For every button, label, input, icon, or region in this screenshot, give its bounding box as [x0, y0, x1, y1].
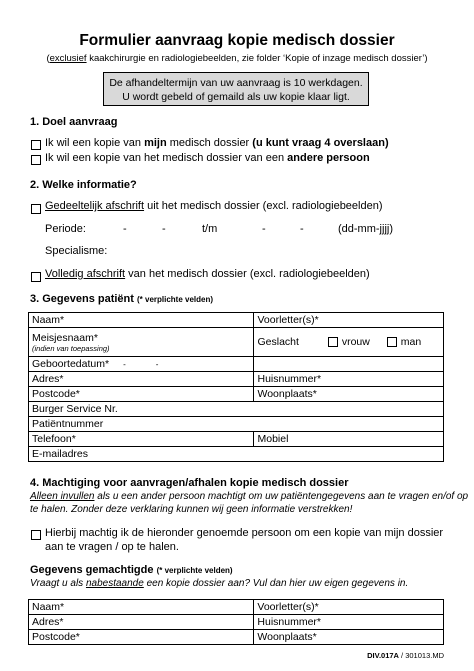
dob-right-empty — [254, 357, 444, 372]
notice-box — [103, 72, 369, 106]
patient-maiden-name-field[interactable]: Meisjesnaam* (indien van toepassing) — [29, 328, 254, 357]
table-row — [29, 600, 444, 615]
patient-mobile-field[interactable]: Mobiel — [254, 432, 444, 447]
patient-email-field[interactable]: E-mailadres — [29, 447, 444, 462]
authorized-postcode-field[interactable]: Postcode* — [29, 630, 254, 645]
full-copy-checkbox[interactable] — [31, 272, 41, 282]
document-code: DIV.017A / 301013.MD — [367, 651, 444, 660]
patient-initials-field[interactable]: Voorletter(s)* — [254, 313, 444, 328]
patient-housenumber-field[interactable]: Huisnummer* — [254, 372, 444, 387]
full-copy-label: Volledig afschrift van het medisch dossier (excl. radiologiebeelden) — [45, 268, 370, 280]
period-to-dash-2: - — [300, 223, 304, 235]
period-from-dash-1: - — [123, 223, 127, 235]
section-2-heading: 2. Welke informatie? — [30, 179, 137, 191]
period-to-dash-1: - — [262, 223, 266, 235]
period-label: Periode: — [45, 223, 86, 235]
patient-postcode-field[interactable]: Postcode* — [29, 387, 254, 402]
authorized-housenumber-field[interactable]: Huisnummer* — [254, 615, 444, 630]
partial-copy-checkbox[interactable] — [31, 204, 41, 214]
table-row — [29, 417, 444, 432]
table-row — [29, 402, 444, 417]
notice-line-2: U wordt gebeld of gemaild als uw kopie klaar ligt. — [122, 91, 350, 103]
maiden-name-note: (indien van toepassing) — [32, 343, 110, 353]
specialism-label: Specialisme: — [45, 245, 108, 257]
patient-phone-field[interactable]: Telefoon* — [29, 432, 254, 447]
other-person-checkbox[interactable] — [31, 155, 41, 165]
date-format-hint: (dd-mm-jjjj) — [338, 223, 393, 235]
page-subtitle: (exclusief kaakchirurgie en radiologiebeelden, zie folder ‘Kopie of inzage medisch dossier’) — [46, 53, 428, 64]
subtitle-exclusive: exclusief — [49, 53, 87, 64]
patient-address-field[interactable]: Adres* — [29, 372, 254, 387]
table-row — [29, 447, 444, 462]
own-dossier-label: Ik wil een kopie van mijn medisch dossier (u kunt vraag 4 overslaan) — [45, 137, 389, 149]
authorized-heading: Gegevens gemachtigde (* verplichte velden) — [30, 564, 233, 576]
section-1-heading: 1. Doel aanvraag — [30, 116, 118, 128]
table-row — [29, 387, 444, 402]
patient-number-field[interactable]: Patiëntnummer — [29, 417, 444, 432]
authorized-address-field[interactable]: Adres* — [29, 615, 254, 630]
partial-copy-label: Gedeeltelijk afschrift uit het medisch dossier (excl. radiologiebeelden) — [45, 200, 383, 212]
authorized-city-field[interactable]: Woonplaats* — [254, 630, 444, 645]
period-until: t/m — [202, 223, 218, 235]
patient-city-field[interactable]: Woonplaats* — [254, 387, 444, 402]
section-4-intro-line-2: te halen. Zonder deze verklaring kunnen wij geen informatie verstrekken! — [30, 504, 353, 515]
section-3-heading: 3. Gegevens patiënt (* verplichte velden) — [30, 293, 214, 305]
notice-line-1: De afhandeltermijn van uw aanvraag is 10 werkdagen. — [109, 77, 363, 89]
relative-question: Vraagt u als nabestaande een kopie dossier aan? Vul dan hier uw eigen gegevens in. — [30, 578, 409, 589]
patient-dob-field[interactable]: Geboortedatum* - - — [29, 357, 254, 372]
page-title: Formulier aanvraag kopie medisch dossier — [79, 32, 395, 49]
gender-female-checkbox[interactable] — [328, 337, 338, 347]
period-from-dash-2: - — [162, 223, 166, 235]
own-dossier-checkbox[interactable] — [31, 140, 41, 150]
other-person-label: Ik wil een kopie van het medisch dossier van een andere persoon — [45, 152, 370, 164]
table-row — [29, 328, 444, 357]
section-4-intro-line-1: Alleen invullen als u een ander persoon machtigt om uw patiëntengegevens aan te vragen en/of op — [30, 491, 469, 502]
table-row — [29, 372, 444, 387]
gender-male-checkbox[interactable] — [387, 337, 397, 347]
table-row — [29, 630, 444, 645]
authorize-line-2: aan te vragen / op te halen. — [45, 541, 179, 553]
authorized-details-table — [28, 599, 444, 645]
authorized-initials-field[interactable]: Voorletter(s)* — [254, 600, 444, 615]
patient-details-table — [28, 312, 444, 462]
patient-bsn-field[interactable]: Burger Service Nr. — [29, 402, 444, 417]
table-row — [29, 615, 444, 630]
table-row — [29, 432, 444, 447]
authorized-name-field[interactable]: Naam* — [29, 600, 254, 615]
authorize-line-1: Hierbij machtig ik de hieronder genoemde persoon om een kopie van mijn dossier — [45, 527, 444, 539]
authorize-checkbox[interactable] — [31, 530, 41, 540]
table-row — [29, 313, 444, 328]
patient-name-field[interactable]: Naam* — [29, 313, 254, 328]
table-row — [29, 357, 444, 372]
section-4-heading: 4. Machtiging voor aanvragen/afhalen kopie medisch dossier — [30, 477, 349, 489]
patient-gender-field: Geslacht vrouw man — [254, 328, 444, 357]
